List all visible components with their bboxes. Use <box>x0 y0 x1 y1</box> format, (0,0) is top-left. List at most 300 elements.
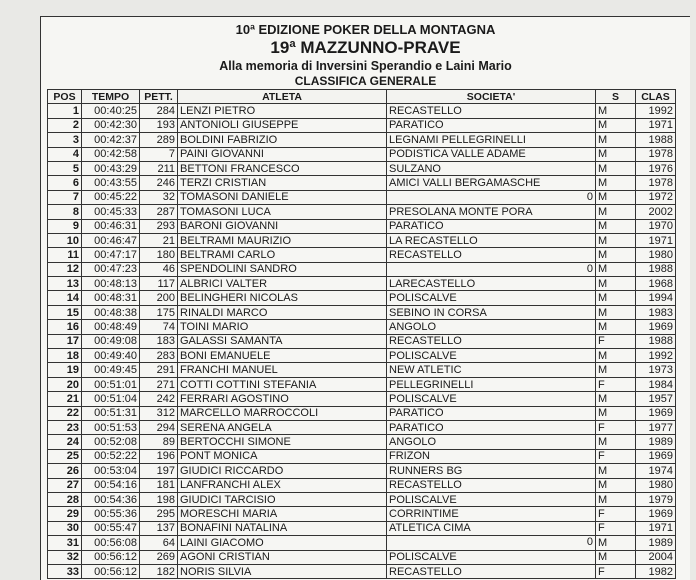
time-cell: 00:54:36 <box>82 492 140 506</box>
club-name: RECASTELLO <box>389 335 462 348</box>
birth-year-cell: 1984 <box>636 377 676 391</box>
birth-year-cell: 1980 <box>636 248 676 262</box>
club-cell <box>387 492 596 506</box>
club-name: AMICI VALLI BERGAMASCHE <box>389 177 541 190</box>
sex-cell: M <box>596 147 636 161</box>
race-title: 19ª MAZZUNNO-PRAVE <box>270 38 461 57</box>
table-row <box>48 262 676 276</box>
athlete-cell: MORESCHI MARIA <box>178 507 387 521</box>
birth-year-cell: 1971 <box>636 521 676 535</box>
col-header-societa: SOCIETA' <box>387 90 596 104</box>
table-row <box>48 248 676 262</box>
time-cell: 00:54:16 <box>82 478 140 492</box>
time-cell: 00:51:04 <box>82 392 140 406</box>
pos-cell: 6 <box>48 176 82 190</box>
table-header-row <box>48 90 676 104</box>
ranking-title: CLASSIFICA GENERALE <box>294 74 437 88</box>
bib-cell: 180 <box>140 248 178 262</box>
birth-year-cell: 1982 <box>636 564 676 578</box>
athlete-cell: GIUDICI RICCARDO <box>178 464 387 478</box>
col-header-clas: CLAS <box>636 90 676 104</box>
bib-cell: 295 <box>140 507 178 521</box>
table-row <box>48 190 676 204</box>
athlete-cell: BETTONI FRANCESCO <box>178 161 387 175</box>
col-header-pett: PETT. <box>140 90 178 104</box>
sex-cell: F <box>596 377 636 391</box>
pos-cell: 19 <box>48 363 82 377</box>
birth-year-cell: 1971 <box>636 118 676 132</box>
athlete-cell: BONAFINI NATALINA <box>178 521 387 535</box>
sex-cell: F <box>596 507 636 521</box>
birth-year-cell: 1994 <box>636 291 676 305</box>
athlete-cell: BONI EMANUELE <box>178 349 387 363</box>
table-row <box>48 392 676 406</box>
birth-year-cell: 1977 <box>636 420 676 434</box>
time-cell: 00:49:08 <box>82 334 140 348</box>
table-row <box>48 536 676 550</box>
table-row <box>48 334 676 348</box>
table-row <box>48 176 676 190</box>
athlete-cell: LAINI GIACOMO <box>178 536 387 550</box>
pos-cell: 24 <box>48 435 82 449</box>
pos-cell: 1 <box>48 104 82 118</box>
birth-year-cell: 1992 <box>636 349 676 363</box>
club-name: RECASTELLO <box>389 105 462 118</box>
time-cell: 00:49:45 <box>82 363 140 377</box>
athlete-cell: COTTI COTTINI STEFANIA <box>178 377 387 391</box>
time-cell: 00:55:36 <box>82 507 140 521</box>
table-row <box>48 377 676 391</box>
birth-year-cell: 1957 <box>636 392 676 406</box>
time-cell: 00:56:12 <box>82 550 140 564</box>
club-name: FRIZON <box>389 450 430 463</box>
time-cell: 00:51:53 <box>82 420 140 434</box>
edition-title: 10ª EDIZIONE POKER DELLA MONTAGNA <box>235 22 496 37</box>
pos-cell: 13 <box>48 277 82 291</box>
sex-cell: M <box>596 277 636 291</box>
bib-cell: 89 <box>140 435 178 449</box>
bib-cell: 32 <box>140 190 178 204</box>
bib-cell: 74 <box>140 320 178 334</box>
time-cell: 00:52:08 <box>82 435 140 449</box>
birth-year-cell: 1980 <box>636 478 676 492</box>
sex-cell: F <box>596 564 636 578</box>
time-cell: 00:45:22 <box>82 190 140 204</box>
birth-year-cell: 1988 <box>636 262 676 276</box>
birth-year-cell: 1971 <box>636 233 676 247</box>
athlete-cell: TERZI CRISTIAN <box>178 176 387 190</box>
club-name: RECASTELLO <box>389 479 462 492</box>
pos-cell: 11 <box>48 248 82 262</box>
table-row <box>48 104 676 118</box>
athlete-cell: GIUDICI TARCISIO <box>178 492 387 506</box>
sex-cell: M <box>596 248 636 262</box>
time-cell: 00:52:22 <box>82 449 140 463</box>
birth-year-cell: 1976 <box>636 161 676 175</box>
results-table <box>47 89 676 579</box>
table-row <box>48 219 676 233</box>
pos-cell: 31 <box>48 536 82 550</box>
club-cell <box>387 420 596 434</box>
pos-cell: 20 <box>48 377 82 391</box>
athlete-cell: TOINI MARIO <box>178 320 387 334</box>
bib-cell: 200 <box>140 291 178 305</box>
birth-year-cell: 1973 <box>636 363 676 377</box>
bib-cell: 293 <box>140 219 178 233</box>
club-cell <box>387 147 596 161</box>
table-row <box>48 305 676 319</box>
club-zero-value: 0 <box>586 536 593 549</box>
club-cell <box>387 521 596 535</box>
table-row <box>48 205 676 219</box>
table-row <box>48 161 676 175</box>
birth-year-cell: 1969 <box>636 449 676 463</box>
pos-cell: 23 <box>48 420 82 434</box>
bib-cell: 196 <box>140 449 178 463</box>
time-cell: 00:51:01 <box>82 377 140 391</box>
pos-cell: 2 <box>48 118 82 132</box>
bib-cell: 211 <box>140 161 178 175</box>
results-body <box>48 104 676 579</box>
time-cell: 00:56:12 <box>82 564 140 578</box>
col-header-tempo: TEMPO <box>82 90 140 104</box>
birth-year-cell: 1972 <box>636 190 676 204</box>
table-row <box>48 420 676 434</box>
club-name: PELLEGRINELLI <box>389 378 474 391</box>
sex-cell: M <box>596 118 636 132</box>
sex-cell: M <box>596 176 636 190</box>
club-cell <box>387 161 596 175</box>
time-cell: 00:42:58 <box>82 147 140 161</box>
club-name: SEBINO IN CORSA <box>389 306 487 319</box>
birth-year-cell: 1988 <box>636 334 676 348</box>
club-cell <box>387 277 596 291</box>
bib-cell: 46 <box>140 262 178 276</box>
sex-cell: F <box>596 334 636 348</box>
club-cell <box>387 320 596 334</box>
club-name: ANGOLO <box>389 320 437 333</box>
pos-cell: 29 <box>48 507 82 521</box>
club-name: RUNNERS BG <box>389 464 463 477</box>
club-cell <box>387 406 596 420</box>
table-row <box>48 464 676 478</box>
table-row <box>48 147 676 161</box>
time-cell: 00:42:30 <box>82 118 140 132</box>
pos-cell: 5 <box>48 161 82 175</box>
athlete-cell: BOLDINI FABRIZIO <box>178 133 387 147</box>
pos-cell: 7 <box>48 190 82 204</box>
athlete-cell: PAINI GIOVANNI <box>178 147 387 161</box>
club-cell <box>387 377 596 391</box>
bib-cell: 183 <box>140 334 178 348</box>
table-row <box>48 277 676 291</box>
birth-year-cell: 2004 <box>636 550 676 564</box>
bib-cell: 7 <box>140 147 178 161</box>
club-cell <box>387 104 596 118</box>
birth-year-cell: 1978 <box>636 147 676 161</box>
club-cell <box>387 507 596 521</box>
sex-cell: F <box>596 449 636 463</box>
bib-cell: 269 <box>140 550 178 564</box>
club-cell <box>387 536 596 550</box>
sex-cell: M <box>596 349 636 363</box>
results-sheet <box>40 16 690 580</box>
pos-cell: 33 <box>48 564 82 578</box>
pos-cell: 12 <box>48 262 82 276</box>
pos-cell: 3 <box>48 133 82 147</box>
club-name: PARATICO <box>389 407 444 420</box>
bib-cell: 182 <box>140 564 178 578</box>
time-cell: 00:43:55 <box>82 176 140 190</box>
club-name: POLISCALVE <box>389 292 457 305</box>
bib-cell: 137 <box>140 521 178 535</box>
birth-year-cell: 1988 <box>636 133 676 147</box>
table-row <box>48 349 676 363</box>
time-cell: 00:46:31 <box>82 219 140 233</box>
club-cell <box>387 392 596 406</box>
table-row <box>48 478 676 492</box>
time-cell: 00:48:13 <box>82 277 140 291</box>
club-cell <box>387 219 596 233</box>
club-cell <box>387 133 596 147</box>
athlete-cell: BARONI GIOVANNI <box>178 219 387 233</box>
pos-cell: 22 <box>48 406 82 420</box>
table-row <box>48 233 676 247</box>
club-name: PARATICO <box>389 421 444 434</box>
birth-year-cell: 1969 <box>636 320 676 334</box>
club-cell <box>387 233 596 247</box>
athlete-cell: ALBRICI VALTER <box>178 277 387 291</box>
club-cell <box>387 478 596 492</box>
bib-cell: 64 <box>140 536 178 550</box>
club-cell <box>387 291 596 305</box>
athlete-cell: FRANCHI MANUEL <box>178 363 387 377</box>
pos-cell: 9 <box>48 219 82 233</box>
bib-cell: 284 <box>140 104 178 118</box>
club-name: LEGNAMI PELLEGRINELLI <box>389 133 526 146</box>
bib-cell: 312 <box>140 406 178 420</box>
birth-year-cell: 1989 <box>636 536 676 550</box>
club-zero-value: 0 <box>586 262 593 275</box>
club-name: PRESOLANA MONTE PORA <box>389 205 533 218</box>
sex-cell: M <box>596 262 636 276</box>
athlete-cell: NORIS SILVIA <box>178 564 387 578</box>
time-cell: 00:40:25 <box>82 104 140 118</box>
bib-cell: 289 <box>140 133 178 147</box>
bib-cell: 175 <box>140 305 178 319</box>
pos-cell: 21 <box>48 392 82 406</box>
sex-cell: M <box>596 133 636 147</box>
athlete-cell: AGONI CRISTIAN <box>178 550 387 564</box>
table-row <box>48 320 676 334</box>
athlete-cell: BELTRAMI MAURIZIO <box>178 233 387 247</box>
athlete-cell: TOMASONI LUCA <box>178 205 387 219</box>
athlete-cell: LENZI PIETRO <box>178 104 387 118</box>
time-cell: 00:53:04 <box>82 464 140 478</box>
bib-cell: 271 <box>140 377 178 391</box>
time-cell: 00:56:08 <box>82 536 140 550</box>
club-cell <box>387 262 596 276</box>
time-cell: 00:55:47 <box>82 521 140 535</box>
birth-year-cell: 1979 <box>636 492 676 506</box>
club-name: POLISCALVE <box>389 551 457 564</box>
col-header-pos: POS <box>48 90 82 104</box>
sex-cell: M <box>596 392 636 406</box>
bib-cell: 193 <box>140 118 178 132</box>
bib-cell: 21 <box>140 233 178 247</box>
club-name: PARATICO <box>389 119 444 132</box>
time-cell: 00:47:17 <box>82 248 140 262</box>
bib-cell: 294 <box>140 420 178 434</box>
club-cell <box>387 334 596 348</box>
sex-cell: M <box>596 161 636 175</box>
pos-cell: 17 <box>48 334 82 348</box>
bib-cell: 242 <box>140 392 178 406</box>
birth-year-cell: 1970 <box>636 219 676 233</box>
birth-year-cell: 1992 <box>636 104 676 118</box>
athlete-cell: FERRARI AGOSTINO <box>178 392 387 406</box>
pos-cell: 15 <box>48 305 82 319</box>
table-row <box>48 291 676 305</box>
athlete-cell: SERENA ANGELA <box>178 420 387 434</box>
sex-cell: M <box>596 550 636 564</box>
athlete-cell: BELINGHERI NICOLAS <box>178 291 387 305</box>
club-name: POLISCALVE <box>389 392 457 405</box>
bib-cell: 197 <box>140 464 178 478</box>
club-name: LA RECASTELLO <box>389 234 478 247</box>
bib-cell: 283 <box>140 349 178 363</box>
bib-cell: 291 <box>140 363 178 377</box>
pos-cell: 26 <box>48 464 82 478</box>
pos-cell: 16 <box>48 320 82 334</box>
pos-cell: 18 <box>48 349 82 363</box>
club-cell <box>387 564 596 578</box>
club-cell <box>387 363 596 377</box>
sex-cell: M <box>596 104 636 118</box>
bib-cell: 198 <box>140 492 178 506</box>
time-cell: 00:48:38 <box>82 305 140 319</box>
pos-cell: 10 <box>48 233 82 247</box>
sex-cell: M <box>596 190 636 204</box>
athlete-cell: BERTOCCHI SIMONE <box>178 435 387 449</box>
time-cell: 00:43:29 <box>82 161 140 175</box>
sex-cell: M <box>596 291 636 305</box>
club-cell <box>387 248 596 262</box>
sex-cell: F <box>596 420 636 434</box>
athlete-cell: PONT MONICA <box>178 449 387 463</box>
pos-cell: 14 <box>48 291 82 305</box>
athlete-cell: ANTONIOLI GIUSEPPE <box>178 118 387 132</box>
club-cell <box>387 205 596 219</box>
club-name: CORRINTIME <box>389 508 459 521</box>
pos-cell: 27 <box>48 478 82 492</box>
col-header-atleta: ATLETA <box>178 90 387 104</box>
sex-cell: M <box>596 363 636 377</box>
club-name: PODISTICA VALLE ADAME <box>389 148 526 161</box>
sex-cell: M <box>596 464 636 478</box>
club-cell <box>387 449 596 463</box>
club-cell <box>387 118 596 132</box>
table-row <box>48 449 676 463</box>
sex-cell: M <box>596 320 636 334</box>
time-cell: 00:51:31 <box>82 406 140 420</box>
table-row <box>48 406 676 420</box>
pos-cell: 28 <box>48 492 82 506</box>
birth-year-cell: 1978 <box>636 176 676 190</box>
athlete-cell: TOMASONI DANIELE <box>178 190 387 204</box>
time-cell: 00:47:23 <box>82 262 140 276</box>
bib-cell: 117 <box>140 277 178 291</box>
birth-year-cell: 1983 <box>636 305 676 319</box>
sex-cell: M <box>596 406 636 420</box>
birth-year-cell: 2002 <box>636 205 676 219</box>
time-cell: 00:49:40 <box>82 349 140 363</box>
athlete-cell: BELTRAMI CARLO <box>178 248 387 262</box>
bib-cell: 181 <box>140 478 178 492</box>
sex-cell: M <box>596 233 636 247</box>
athlete-cell: MARCELLO MARROCCOLI <box>178 406 387 420</box>
birth-year-cell: 1969 <box>636 406 676 420</box>
pos-cell: 25 <box>48 449 82 463</box>
table-row <box>48 564 676 578</box>
table-row <box>48 492 676 506</box>
sex-cell: M <box>596 305 636 319</box>
club-cell <box>387 550 596 564</box>
table-row <box>48 435 676 449</box>
club-name: NEW ATLETIC <box>389 364 462 377</box>
sex-cell: M <box>596 205 636 219</box>
club-name: ATLETICA CIMA <box>389 522 471 535</box>
athlete-cell: GALASSI SAMANTA <box>178 334 387 348</box>
athlete-cell: RINALDI MARCO <box>178 305 387 319</box>
club-cell <box>387 464 596 478</box>
bib-cell: 246 <box>140 176 178 190</box>
table-row <box>48 507 676 521</box>
athlete-cell: LANFRANCHI ALEX <box>178 478 387 492</box>
sex-cell: M <box>596 536 636 550</box>
sex-cell: M <box>596 219 636 233</box>
club-cell <box>387 435 596 449</box>
club-name: LARECASTELLO <box>389 277 476 290</box>
sex-cell: M <box>596 435 636 449</box>
time-cell: 00:45:33 <box>82 205 140 219</box>
sex-cell: M <box>596 478 636 492</box>
birth-year-cell: 1974 <box>636 464 676 478</box>
club-name: POLISCALVE <box>389 493 457 506</box>
memorial-subtitle: Alla memoria di Inversini Sperandio e Laini Mario <box>219 59 512 73</box>
sex-cell: F <box>596 521 636 535</box>
birth-year-cell: 1989 <box>636 435 676 449</box>
club-cell <box>387 176 596 190</box>
pos-cell: 8 <box>48 205 82 219</box>
table-row <box>48 363 676 377</box>
table-row <box>48 118 676 132</box>
birth-year-cell: 1969 <box>636 507 676 521</box>
time-cell: 00:46:47 <box>82 233 140 247</box>
time-cell: 00:48:49 <box>82 320 140 334</box>
club-name: SULZANO <box>389 162 441 175</box>
club-cell <box>387 349 596 363</box>
table-row <box>48 550 676 564</box>
club-name: PARATICO <box>389 220 444 233</box>
club-zero-value: 0 <box>586 190 593 203</box>
table-row <box>48 521 676 535</box>
pos-cell: 4 <box>48 147 82 161</box>
club-name: POLISCALVE <box>389 349 457 362</box>
bib-cell: 287 <box>140 205 178 219</box>
club-cell <box>387 305 596 319</box>
time-cell: 00:48:31 <box>82 291 140 305</box>
